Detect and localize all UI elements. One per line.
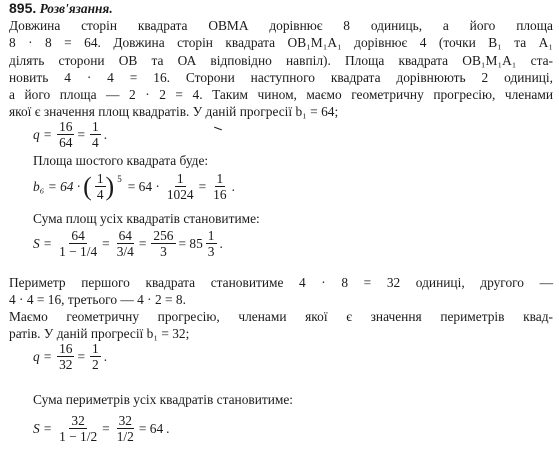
numerator: 16 [59,119,73,134]
sum-areas-line: Сума площ усіх квадратів становитиме: [33,211,260,226]
formula-b6 [33,171,238,202]
numerator: 1 [176,171,184,186]
period: . [103,348,108,364]
sum-perimeters-line: Сума периметрів усіх квадратів становитиме: [33,392,294,407]
fraction [115,228,136,259]
numerator: 32 [71,413,85,428]
formula-lhs: S = [33,235,53,251]
formula-lhs: q = [33,348,53,364]
formula-mixed: = 85 [178,235,203,251]
numerator: 32 [118,413,132,428]
fraction [211,171,228,202]
equals-sign: = [198,178,207,194]
problem-header [9,0,553,17]
formula-s2 [33,413,173,444]
numerator: 64 [118,228,132,243]
fraction [165,171,196,202]
denominator: 3/4 [116,244,134,259]
paragraph2-line: Периметр першого квадрата становитиме 4 · 8 = 32 одиниці, другого — [9,275,553,290]
stray-mark [214,127,222,131]
fraction [151,228,175,259]
fraction [90,341,101,372]
left-paren: ( [83,171,92,201]
fraction [57,228,99,259]
period: . [166,420,170,436]
denominator: 1/2 [116,429,134,444]
right-paren: ) [105,171,115,201]
fraction [57,341,74,372]
period: . [103,126,108,142]
paragraph2-line: Маємо геометричну прогресію, членами якої є значення периметрів квад- [9,309,553,324]
denominator: 32 [59,357,73,372]
equals-sign: = [138,235,147,251]
denominator: 4 [92,135,99,150]
denominator: 3 [160,244,167,259]
denominator: 64 [59,135,73,150]
denominator: 1024 [166,187,194,202]
formula-s1 [33,228,226,259]
numerator: 1 [207,228,215,243]
paragraph1-line: ділять сторони ОВ та ОА відповідно навпіл). Площа квадрата ОВ₁М₁А₁ ста- [9,53,553,68]
paragraph2-line: 4 · 4 = 16, третього — 4 · 2 = 8. [9,292,186,307]
exponent: 5 [117,174,122,184]
formula-result: = 64 [138,420,164,436]
fraction [115,413,136,444]
period: . [231,178,235,194]
paragraph1-line: а його площа — 2 · 2 = 4. Таким чином, маємо геометричну прогресію, членами [9,87,553,102]
paragraph1-line: Довжина сторін квадрата ОВМА дорівнює 8 одиниць, а його площа [9,18,553,33]
fraction [57,119,74,150]
fraction [95,171,106,202]
sixth-square-line: Площа шостого квадрата буде: [33,153,209,168]
numerator: 1 [96,171,104,186]
fraction [57,413,99,444]
numerator: 1 [92,341,99,356]
formula-q2 [33,341,110,372]
denominator: 2 [92,357,99,372]
paragraph2-line: ратів. У даній прогресії b₁ = 32; [9,326,190,341]
denominator: 4 [96,187,104,202]
equals-sign: = [77,348,86,364]
equals-sign: = [102,235,110,251]
paragraph1-line: 8 · 8 = 64. Довжина сторін квадрата ОВ₁М₁А₁ дорівнює 4 (точки В₁ та А₁ [9,35,553,50]
formula-lhs: S = [33,420,53,436]
formula-q1 [33,119,110,150]
denominator: 1 − 1/2 [59,429,98,444]
formula-mid: = 64 · [127,178,160,194]
numerator: 1 [92,119,99,134]
problem-heading: Розв'язання. [39,1,113,16]
denominator: 3 [207,244,215,259]
formula-lhs: q = [33,126,53,142]
paragraph1-line: новить 4 · 4 = 16. Сторони наступного квадрата дорівнюють 2 одиниці, [9,70,553,85]
problem-number: 895. [9,0,37,16]
fraction [206,228,217,259]
numerator: 16 [59,341,73,356]
numerator: 1 [216,171,224,186]
numerator: 64 [71,228,85,243]
period: . [219,235,223,251]
denominator: 1 − 1/4 [59,244,98,259]
numerator: 256 [153,228,174,243]
paragraph1-line: якої є значення площ квадратів. У даній прогресії b₁ = 64; [9,104,339,119]
equals-sign: = [102,420,110,436]
equals-sign: = [77,126,86,142]
denominator: 16 [213,187,227,202]
fraction [90,119,101,150]
formula-lhs: b₆ = 64 · [33,178,81,194]
